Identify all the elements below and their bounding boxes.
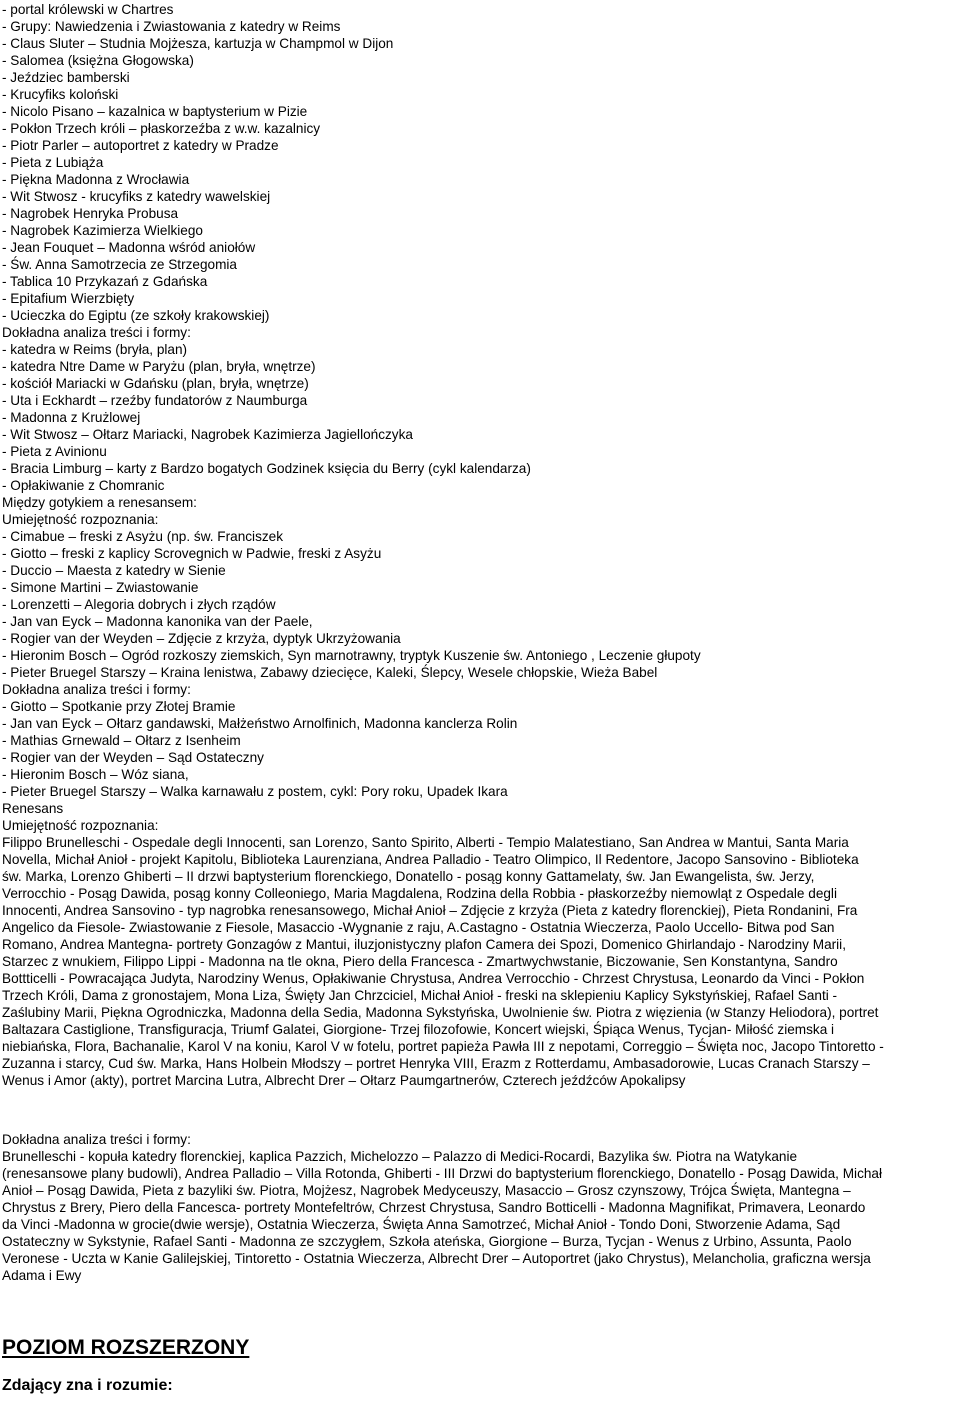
paragraph-line: Filippo Brunelleschi - Ospedale degli Innocenti, san Lorenzo, Santo Spirito, Alberti - Tempio Malatestiano, San Andrea w Mantui, Santa Maria: [2, 835, 849, 850]
spacer: [2, 1284, 958, 1335]
paragraph-line: Novella, Michał Anioł - projekt Kapitolu, Biblioteka Laurenziana, Andrea Palladio - Teatro Olimpico, Il Redentore, Jacopo Sansovino - Biblioteka: [2, 852, 859, 867]
list-line: - Opłakiwanie z Chomranic: [2, 478, 165, 493]
paragraph-line: da Vinci -Madonna w grocie(dwie wersje), Ostatnia Wieczerza, Święta Anna Samotrzeć, Michał Anioł - Tondo Doni, Stworzenie Adama, Sąd: [2, 1217, 841, 1232]
renesans-recognition-paragraph: [2, 834, 958, 1089]
list-line: - Simone Martini – Zwiastowanie: [2, 580, 199, 595]
list-line: Między gotykiem a renesansem:: [2, 495, 197, 510]
list-line: - kościół Mariacki w Gdańsku (plan, bryła, wnętrze): [2, 376, 309, 391]
list-line: - Uta i Eckhardt – rzeźby fundatorów z Naumburga: [2, 393, 308, 408]
list-line: - Bracia Limburg – karty z Bardzo bogatych Godzinek księcia du Berry (cykl kalendarza): [2, 461, 531, 476]
paragraph-line: św. Marka, Lorenzo Ghiberti – II drzwi baptysterium florenckiego, Donatello - posąg konny Gattamelaty, św. Jan Ewangelista, św. Jerzy,: [2, 869, 815, 884]
list-line: - Jan van Eyck – Ołtarz gandawski, Małżeństwo Arnolfinich, Madonna kanclerza Rolin: [2, 716, 518, 731]
list-line: - Krucyfiks koloński: [2, 87, 119, 102]
list-line: - Rogier van der Weyden – Zdjęcie z krzyża, dyptyk Ukrzyżowania: [2, 631, 401, 646]
list-line: - katedra w Reims (bryła, plan): [2, 342, 188, 357]
list-line: - Pieta z Lubiąża: [2, 155, 104, 170]
section-subheading: Zdający zna i rozumie:: [2, 1377, 173, 1394]
list-line: - Giotto – freski z kaplicy Scrovegnich w Padwie, freski z Asyżu: [2, 546, 382, 561]
list-line: - Hieronim Bosch – Ogród rozkoszy ziemskich, Syn marnotrawny, tryptyk Kuszenie św. Antoniego , Leczenie głupoty: [2, 648, 701, 663]
paragraph-line: Innocenti, Andrea Sansovino - typ nagrobka renesansowego, Michał Anioł – Zdjęcie z krzyża (Pieta z katedry florenckiej), Pieta Rondanini, Fra: [2, 903, 858, 918]
paragraph-line: Verrocchio - Posąg Dawida, posąg konny Colleoniego, Maria Magdalena, Rodzina della Robbia - płaskorzeźby niemowląt z Ospedale degli: [2, 886, 837, 901]
list-line: - Duccio – Maesta z katedry w Sienie: [2, 563, 226, 578]
list-line: - Piękna Madonna z Wrocławia: [2, 172, 190, 187]
paragraph-line: Adama i Ewy: [2, 1268, 82, 1283]
paragraph-line: Starzec z wnukiem, Filippo Lippi - Madonna na tle okna, Piero della Francesca - Zmartwychwstanie, Biczowanie, Sen Konstantyna, Sandro: [2, 954, 838, 969]
list-line: - Grupy: Nawiedzenia i Zwiastowania z katedry w Reims: [2, 19, 341, 34]
section-heading-level: POZIOM ROZSZERZONY: [2, 1336, 250, 1359]
paragraph-line: Ostateczny w Sykstynie, Rafael Santi - Madonna ze szczygłem, Szkoła ateńska, Giorgione – Burza, Tycjan - Wenus z Urbino, Assunta, Paolo: [2, 1234, 852, 1249]
list-line: - Cimabue – freski z Asyżu (np. św. Franciszek: [2, 529, 284, 544]
list-line: - Wit Stwosz – Ołtarz Mariacki, Nagrobek Kazimierza Jagiellończyka: [2, 427, 413, 442]
list-line: - Piotr Parler – autoportret z katedry w Pradze: [2, 138, 279, 153]
list-line: - Nagrobek Kazimierza Wielkiego: [2, 223, 203, 238]
list-line: Dokładna analiza treści i formy:: [2, 325, 191, 340]
list-line: - Jean Fouquet – Madonna wśród aniołów: [2, 240, 256, 255]
paragraph-line: Angelico da Fiesole- Zwiastowanie z Fiesole, Masaccio -Wygnanie z raju, A.Castagno - Ostatnia Wieczerza, Paolo Uccello- Bitwa pod San: [2, 920, 835, 935]
list-line: Dokładna analiza treści i formy:: [2, 682, 191, 697]
paragraph-line: Brunelleschi - kopuła katedry florenckiej, kaplica Pazzich, Michelozzo – Palazzo di Medici-Rocardi, Bazylika św. Piotra na Watykanie: [2, 1149, 798, 1164]
list-line: Umiejętność rozpoznania:: [2, 818, 159, 833]
list-line: - Św. Anna Samotrzecia ze Strzegomia: [2, 257, 237, 272]
paragraph-line: niebiańska, Flora, Bachanalie, Karol V na koniu, Karol V w fotelu, portret papieża Pawła III z nepotami, Correggio – Święta noc, Jacopo Tintoretto -: [2, 1039, 884, 1054]
list-line: - Pokłon Trzech króli – płaskorzeźba z w.w. kazalnicy: [2, 121, 321, 136]
list-line: - Rogier van der Weyden – Sąd Ostateczny: [2, 750, 264, 765]
list-line: - katedra Ntre Dame w Paryżu (plan, bryła, wnętrze): [2, 359, 316, 374]
list-line: - Wit Stwosz - krucyfiks z katedry wawelskiej: [2, 189, 271, 204]
list-line: - Nicolo Pisano – kazalnica w baptysterium w Pizie: [2, 104, 308, 119]
paragraph-line: Zuzanna i starcy, Cud św. Marka, Hans Holbein Młodszy – portret Henryka VIII, Erazm z Rotterdamu, Ambasadorowie, Lucas Cranach Starszy –: [2, 1056, 870, 1071]
list-line: - Claus Sluter – Studnia Mojżesza, kartuzja w Champmol w Dijon: [2, 36, 394, 51]
paragraph-line: Wenus i Amor (akty), portret Marcina Lutra, Albrecht Drer – Ołtarz Paumgartnerów, Czterech jeźdźców Apokalipsy: [2, 1073, 686, 1088]
list-line: - Salomea (księżna Głogowska): [2, 53, 194, 68]
paragraph-line: Trzech Króli, Dama z gronostajem, Mona Liza, Święty Jan Chrzciciel, Michał Anioł - freski na sklepieniu Kaplicy Sykstyńskiej, Rafael Santi -: [2, 988, 838, 1003]
paragraph-line: Romano, Andrea Mantegna- portrety Gonzagów z Mantui, iluzjonistyczny plafon Camera dei Spozi, Domenico Ghirlandajo - Narodziny Marii,: [2, 937, 846, 952]
paragraph-line: Zaślubiny Marii, Piękna Ogrodniczka, Madonna della Sedia, Madonna Sykstyńska, Uwolnienie św. Piotra z więzienia (w Stanzy Heliodora), portret: [2, 1005, 879, 1020]
list-line: - Giotto – Spotkanie przy Złotej Bramie: [2, 699, 236, 714]
list-line: - portal królewski w Chartres: [2, 2, 174, 17]
list-line: - Mathias Grnewald – Ołtarz z Isenheim: [2, 733, 241, 748]
paragraph-line: Chrystus z Brery, Piero della Fancesca- portrety Montefeltrów, Chrzest Chrystusa, Sandro Botticelli - Madonna Magnifikat, Primavera, Leonardo: [2, 1200, 866, 1215]
list-line: Umiejętność rozpoznania:: [2, 512, 159, 527]
list-line: - Madonna z Krużlowej: [2, 410, 141, 425]
paragraph-line: Veronese - Uczta w Kanie Galilejskiej, Tintoretto - Ostatnia Wieczerza, Albrecht Drer – Autoportret (jako Chrystus), Melancholia, graficzna wersja: [2, 1251, 871, 1266]
list-line: - Jeździec bamberski: [2, 70, 130, 85]
list-line: - Pieta z Avinionu: [2, 444, 107, 459]
renesans-analysis-paragraph: [2, 1148, 958, 1284]
paragraph-line: (renesansowe plany budowli), Andrea Palladio – Villa Rotonda, Ghiberti - III Drzwi do baptysterium florenckiego, Donatello - Posąg Dawida, Michał: [2, 1166, 883, 1181]
list-line: - Pieter Bruegel Starszy – Kraina lenistwa, Zabawy dziecięce, Kaleki, Ślepcy, Wesele chłopskie, Wieża Babel: [2, 665, 658, 680]
list-line: - Tablica 10 Przykazań z Gdańska: [2, 274, 208, 289]
list-line: - Pieter Bruegel Starszy – Walka karnawału z postem, cykl: Pory roku, Upadek Ikara: [2, 784, 508, 799]
list-line: - Ucieczka do Egiptu (ze szkoły krakowskiej): [2, 308, 270, 323]
list-line: - Lorenzetti – Alegoria dobrych i złych rządów: [2, 597, 276, 612]
paragraph-line: Baltazara Castiglione, Transfiguracja, Triumf Galatei, Giorgione- Trzej filozofowie, Koncert wiejski, Śpiąca Wenus, Tycjan- Miłość ziemska i: [2, 1022, 835, 1037]
list-line: Renesans: [2, 801, 64, 816]
list-line: - Nagrobek Henryka Probusa: [2, 206, 179, 221]
artwork-list-top: [2, 0, 958, 834]
paragraph-line: Anioł – Posąg Dawida, Pieta z bazyliki św. Piotra, Mojżesz, Nagrobek Medyceuszy, Masaccio – Grosz czynszowy, Trójca Święta, Mantegna –: [2, 1183, 851, 1198]
analysis-heading: Dokładna analiza treści i formy:: [2, 1132, 191, 1147]
list-line: - Jan van Eyck – Madonna kanonika van der Paele,: [2, 614, 313, 629]
list-line: - Hieronim Bosch – Wóz siana,: [2, 767, 189, 782]
paragraph-line: Bottticelli - Powracająca Judyta, Narodziny Wenus, Opłakiwanie Chrystusa, Andrea Verrocchio - Chrzest Chrystusa, Leonardo da Vinci - Pokłon: [2, 971, 865, 986]
list-line: - Epitafium Wierzbięty: [2, 291, 135, 306]
spacer: [2, 1089, 958, 1131]
